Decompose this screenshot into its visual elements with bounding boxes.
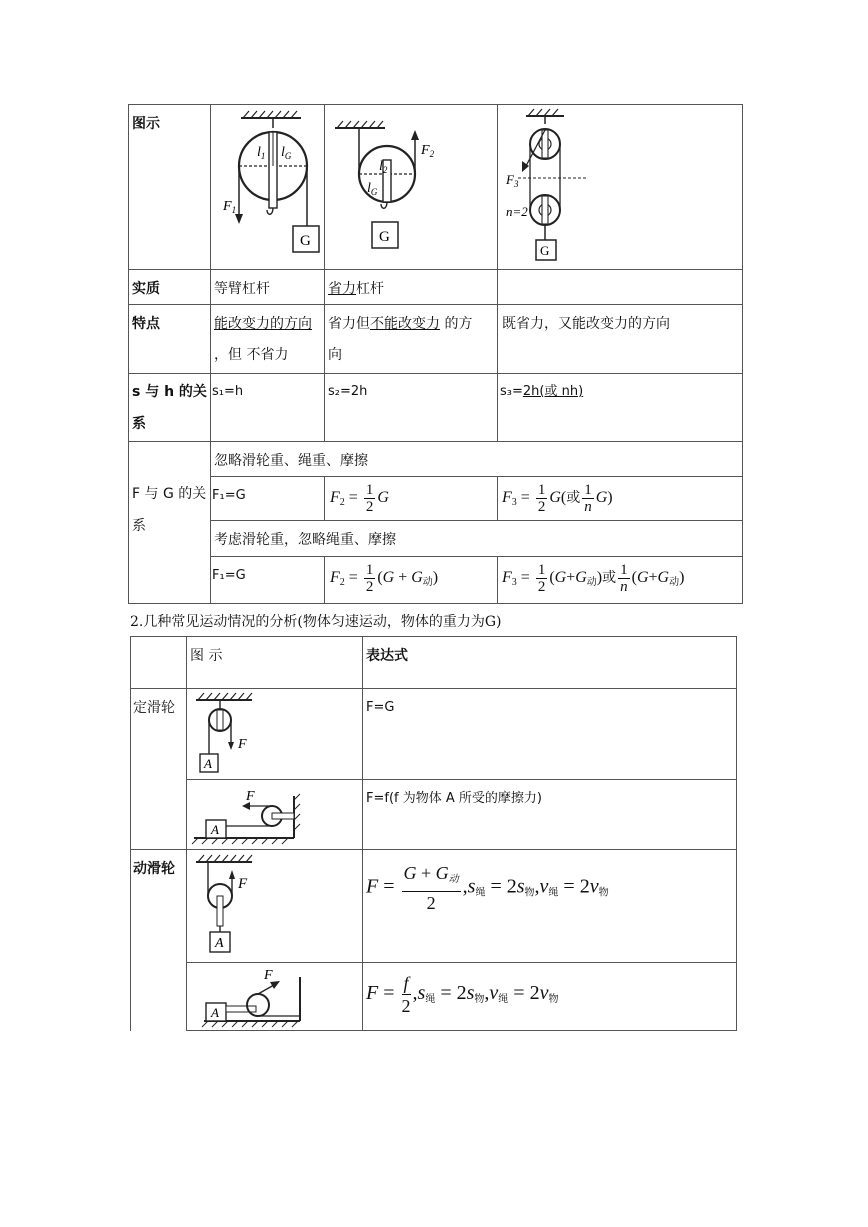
ceiling-hatch: [196, 693, 252, 700]
movable-f-g-ideal: $F_2$ = $\frac{1}{2}$ G: [330, 482, 389, 515]
svg-text:lG: $l_G$: [367, 181, 378, 197]
movable-s-h: s₂=2h: [328, 384, 368, 399]
fixed-essence: 等臂杠杆: [214, 281, 270, 297]
expr-movable-vertical: F = $\frac{G + G_动}{2}$ $,s_绳 = 2s_物,v_绳 = 2v_物$: [366, 863, 609, 913]
fixed-s-h: s₁=h: [212, 384, 244, 399]
fixed-feature-line2: ，但 不省力: [214, 347, 289, 363]
svg-text:A: A: [211, 1005, 219, 1020]
pulley-block-figure: [498, 106, 598, 268]
movable-essence: 省力杠杆: [328, 281, 384, 297]
svg-text:F: F: [246, 789, 255, 804]
label-fixed-pulley: 定滑轮: [133, 700, 175, 716]
block-feature: 既省力，又能改变力的方向: [502, 316, 670, 332]
movable-feature-line1: 省力但不能改变力 的方: [328, 316, 473, 332]
fixed-pulley-figure: [211, 106, 323, 268]
svg-text:F: F: [238, 737, 247, 752]
movable-pulley-horizontal-figure: [190, 965, 310, 1029]
svg-text:l1: $l_1$: [257, 145, 266, 161]
svg-text:F: F: [264, 968, 273, 983]
label-essence: 实质: [132, 281, 160, 297]
block-s-h: s₃=2h(或 nh): [500, 384, 584, 399]
ceiling-hatch: [526, 109, 564, 116]
ignore-condition: 忽略滑轮重、绳重、摩擦: [214, 453, 368, 469]
block-f-g-real: $F_3$ = $\frac{1}{2}$ $(G+G_动)$或 $\frac{1}{n}$ $(G+G_动)$: [502, 562, 685, 595]
ceiling-hatch: [241, 111, 301, 118]
svg-text:F2: $F_2$: [421, 143, 435, 159]
label-f-g-line2: 系: [132, 518, 146, 534]
expr-movable-horizontal: F = $\frac{f}{2}$ $,s_绳 = 2s_物,v_绳 = 2v_物$: [366, 973, 559, 1016]
section-2-title: 2.几种常见运动情况的分析(物体匀速运动，物体的重力为G): [130, 614, 502, 630]
fixed-feature-line1: 能改变力的方向: [214, 316, 312, 332]
label-diagram: 图示: [132, 116, 160, 132]
label-s-h-line2: 系: [132, 416, 146, 432]
movable-feature-line2: 向: [328, 347, 342, 363]
ceiling-hatch: [196, 855, 252, 862]
fixed-pulley-vertical-figure: [190, 690, 270, 776]
svg-text:F: F: [238, 876, 248, 892]
header-expression: 表达式: [366, 648, 408, 664]
label-f-g-line1: F 与 G 的关: [132, 486, 207, 502]
movable-pulley-vertical-figure: [190, 852, 270, 958]
fixed-f-g-ideal: F₁=G: [212, 488, 246, 503]
fixed-f-g-real: F₁=G: [212, 568, 246, 583]
header-diagram: 图 示: [190, 648, 223, 664]
movable-f-g-real: $F_2$ = $\frac{1}{2}$ $(G + G_动)$: [330, 562, 439, 595]
svg-text:A: A: [211, 822, 219, 837]
consider-condition: 考虑滑轮重，忽略绳重、摩擦: [214, 532, 396, 548]
ceiling-hatch: [335, 121, 385, 128]
weight-g-label: G: [379, 229, 390, 245]
fixed-pulley-horizontal-figure: [190, 782, 310, 846]
svg-text:A: A: [215, 936, 224, 951]
svg-text:F3: $F_3$: [506, 172, 519, 189]
svg-text:F1: $F_1$: [223, 199, 237, 215]
svg-text:lG: $l_G$: [281, 145, 292, 161]
svg-text:A: A: [204, 756, 212, 771]
expr-fixed-horizontal: F=f(f 为物体 A 所受的摩擦力): [366, 791, 542, 806]
svg-text:l2: $l_2$: [379, 159, 388, 175]
n-label: n=2: [506, 204, 528, 219]
label-movable-pulley: 动滑轮: [133, 861, 175, 877]
weight-g-label: G: [540, 243, 550, 258]
label-s-h-line1: s 与 h 的关: [132, 384, 207, 400]
expr-fixed-vertical: F=G: [366, 700, 395, 715]
label-features: 特点: [132, 316, 160, 332]
block-f-g-ideal: $F_3$ = $\frac{1}{2}$ G(或 $\frac{1}{n}$ G): [502, 482, 613, 515]
movable-pulley-figure: [325, 106, 496, 268]
weight-g-label: G: [300, 233, 311, 249]
